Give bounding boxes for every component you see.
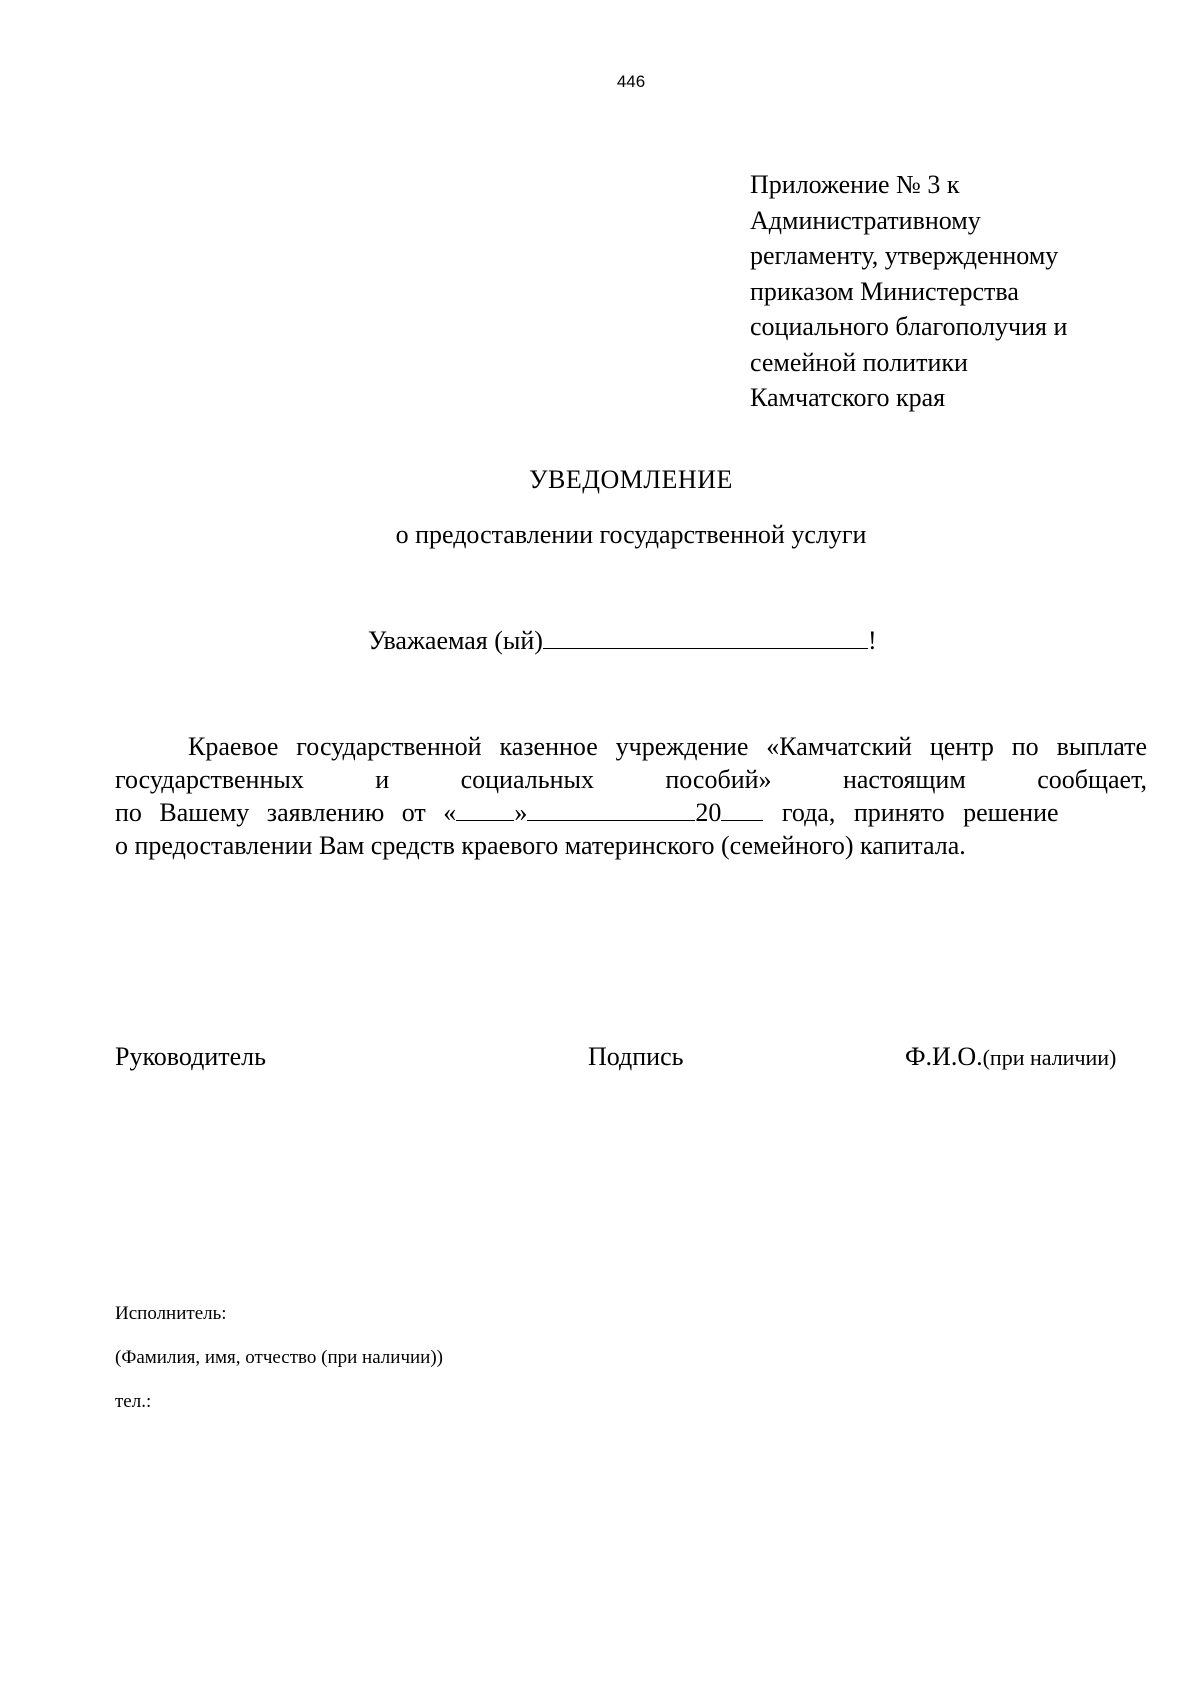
fio-text: Ф.И.О. [905, 1042, 983, 1071]
document-subtitle: о предоставлении государственной услуги [395, 520, 867, 549]
body-word: и [375, 765, 390, 794]
appendix-line: социального благополучия и [750, 312, 1068, 341]
appendix-line: приказом Министерства [750, 276, 1019, 306]
body-word: настоящим [842, 765, 966, 794]
application-date-quote: » [514, 798, 528, 827]
appendix-line: Камчатского края [750, 383, 946, 412]
recipient-name-blank [543, 624, 868, 649]
body-line-2 [115, 763, 1147, 796]
page-number: 446 [616, 72, 646, 91]
month-blank [527, 796, 695, 821]
appendix-line: семейной политики [750, 347, 968, 377]
fio-note: (при наличии) [982, 1045, 1117, 1070]
body-line-1: Краевое государственной казенное учреждение «Камчатский центр по выплате [188, 732, 1147, 761]
appendix-line: Административному [750, 205, 981, 235]
year-blank [721, 796, 763, 821]
fio-label [905, 1042, 1116, 1072]
year-prefix: 20 [695, 798, 722, 827]
body-word: государственных [115, 765, 304, 794]
appendix-line: Приложение № 3 к [750, 170, 960, 199]
body-word: социальных [460, 765, 594, 794]
decision-text: года, принято решение [763, 798, 1059, 827]
day-blank [456, 796, 514, 821]
body-word: сообщает, [1037, 765, 1147, 794]
body-line-3 [115, 796, 1147, 829]
signature-label: Подпись [588, 1042, 684, 1071]
body-word: пособий» [665, 765, 772, 794]
executor-label: Исполнитель: [115, 1303, 227, 1324]
greeting-prefix: Уважаемая (ый) [368, 626, 543, 655]
executor-phone: тел.: [115, 1391, 152, 1412]
document-title: УВЕДОМЛЕНИЕ [529, 465, 733, 494]
appendix-line: регламенту, утвержденному [750, 241, 1059, 270]
application-date-prefix: по Вашему заявлению от « [115, 798, 457, 827]
body-line-4: о предоставлении Вам средств краевого материнского (семейного) капитала. [115, 831, 966, 860]
greeting-suffix: ! [867, 626, 877, 655]
head-label: Руководитель [115, 1042, 266, 1071]
notice-body [115, 730, 1147, 862]
greeting-line [368, 624, 877, 656]
executor-name-hint: (Фамилия, имя, отчество (при наличии)) [115, 1347, 444, 1368]
appendix-block [750, 167, 1170, 416]
